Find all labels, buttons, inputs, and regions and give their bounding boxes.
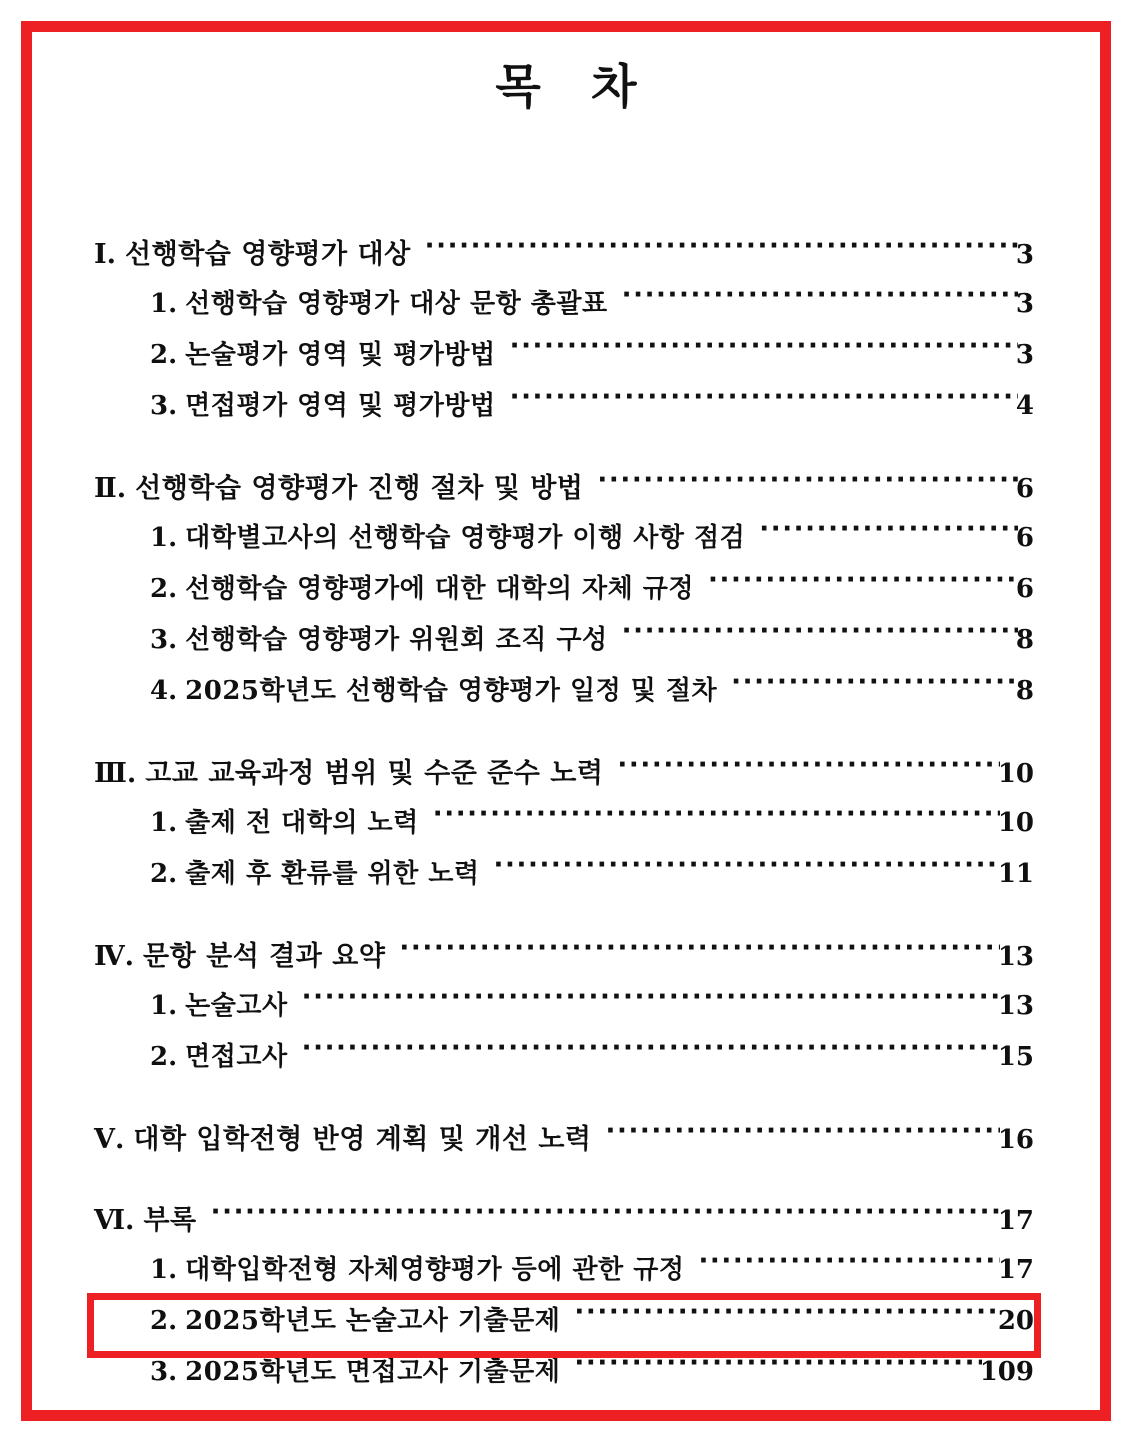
toc-entry-page-number: 20 [997, 1306, 1034, 1336]
toc-entry-label: 대학 입학전형 반영 계획 및 개선 노력 [133, 1124, 592, 1155]
toc-section-row[interactable] [94, 934, 1034, 985]
toc-entry-number: 3. [150, 391, 178, 421]
toc-entry-label: 2025학년도 논술고사 기출문제 [185, 1306, 561, 1336]
toc-dot-leader [597, 471, 1018, 497]
toc-subsection-row[interactable] [94, 802, 1034, 853]
toc-dot-leader [494, 856, 1000, 882]
toc-section-row[interactable] [94, 232, 1034, 283]
toc-entry-number: 1. [150, 991, 178, 1021]
toc-section-group [94, 1198, 1034, 1402]
document-page [32, 32, 1100, 1410]
toc-entry-page-number: 13 [997, 991, 1034, 1021]
toc-entry-label: 대학입학전형 자체영향평가 등에 관한 규정 [185, 1255, 685, 1285]
toc-section-group [94, 751, 1034, 904]
toc-dot-leader [425, 237, 1018, 263]
toc-section-group [94, 1117, 1034, 1168]
toc-entry-number: 2. [150, 859, 178, 889]
toc-subsection-row[interactable] [94, 517, 1034, 568]
toc-entry-number: 2. [150, 1306, 178, 1336]
toc-dot-leader [510, 388, 1018, 414]
toc-entry-page-number: 13 [997, 942, 1034, 972]
toc-entry-label: 논술평가 영역 및 평가방법 [185, 340, 496, 370]
toc-entry-label: 대학별고사의 선행학습 영향평가 이행 사항 점검 [185, 523, 746, 553]
toc-dot-leader [302, 988, 1000, 1014]
toc-entry-label: 선행학습 영향평가 대상 문항 총괄표 [185, 289, 608, 319]
toc-subsection-row[interactable] [94, 385, 1034, 436]
toc-dot-leader [399, 939, 999, 965]
page-title: 목 차 [495, 60, 654, 115]
toc-entry-number: 3. [150, 625, 178, 655]
toc-entry-number: Ⅵ. [94, 1205, 135, 1236]
toc-dot-leader [622, 286, 1018, 312]
toc-subsection-row[interactable] [94, 853, 1034, 904]
toc-entry-number: 3. [150, 1357, 178, 1387]
toc-dot-leader [574, 1303, 999, 1329]
toc-dot-leader [698, 1252, 999, 1278]
toc-entry-label: 면접평가 영역 및 평가방법 [185, 391, 496, 421]
toc-subsection-row[interactable] [94, 1036, 1034, 1087]
toc-entry-page-number: 17 [997, 1255, 1034, 1285]
toc-dot-leader [574, 1354, 981, 1380]
toc-dot-leader [211, 1203, 1000, 1229]
toc-subsection-row[interactable] [94, 1249, 1034, 1300]
toc-entry-page-number: 4 [1015, 391, 1034, 421]
toc-entry-label: 출제 전 대학의 노력 [185, 808, 419, 838]
toc-entry-page-number: 8 [1015, 625, 1034, 655]
toc-entry-label: 2025학년도 선행학습 영향평가 일정 및 절차 [185, 676, 718, 706]
toc-entry-page-number: 3 [1015, 240, 1034, 270]
toc-dot-leader [617, 756, 999, 782]
toc-entry-number: Ⅳ. [94, 941, 135, 972]
toc-entry-page-number: 3 [1015, 289, 1034, 319]
toc-section-row[interactable] [94, 751, 1034, 802]
red-annotation-frame [21, 21, 1111, 1421]
toc-entry-page-number: 6 [1015, 523, 1034, 553]
toc-entry-label: 2025학년도 면접고사 기출문제 [185, 1357, 561, 1387]
toc-entry-label: 부록 [143, 1205, 197, 1236]
toc-entry-number: 1. [150, 1255, 178, 1285]
toc-entry-number: 2. [150, 574, 178, 604]
toc-entry-number: 2. [150, 340, 178, 370]
toc-subsection-row[interactable] [94, 568, 1034, 619]
toc-section-group [94, 232, 1034, 436]
toc-subsection-row[interactable] [94, 1300, 1034, 1351]
toc-entry-label: 선행학습 영향평가 대상 [125, 239, 411, 270]
toc-section-group [94, 934, 1034, 1087]
toc-subsection-row[interactable] [94, 670, 1034, 721]
toc-entry-number: Ⅰ. [94, 239, 117, 270]
toc-subsection-row[interactable] [94, 334, 1034, 385]
toc-entry-number: Ⅱ. [94, 473, 127, 504]
toc-entry-page-number: 17 [997, 1206, 1034, 1236]
toc-subsection-row[interactable] [94, 985, 1034, 1036]
toc-entry-page-number: 10 [997, 759, 1034, 789]
toc-dot-leader [302, 1039, 1000, 1065]
toc-dot-leader [731, 673, 1018, 699]
toc-section-row[interactable] [94, 466, 1034, 517]
toc-entry-page-number: 6 [1015, 474, 1034, 504]
toc-entry-label: 논술고사 [185, 991, 288, 1021]
toc-entry-label: 선행학습 영향평가 위원회 조직 구성 [185, 625, 608, 655]
toc-entry-page-number: 10 [997, 808, 1034, 838]
toc-entry-label: 선행학습 영향평가에 대한 대학의 자체 규정 [185, 574, 695, 604]
toc-dot-leader [510, 337, 1018, 363]
toc-section-group [94, 466, 1034, 721]
toc-dot-leader [759, 520, 1018, 546]
toc-entry-label: 문항 분석 결과 요약 [143, 941, 386, 972]
toc-dot-leader [606, 1122, 1000, 1148]
toc-entry-label: 고교 교육과정 범위 및 수준 준수 노력 [145, 758, 604, 789]
toc-section-row[interactable] [94, 1117, 1034, 1168]
toc-subsection-row[interactable] [94, 283, 1034, 334]
toc-entry-number: Ⅲ. [94, 758, 137, 789]
toc-subsection-row[interactable] [94, 619, 1034, 670]
toc-section-row[interactable] [94, 1198, 1034, 1249]
toc-entry-number: 1. [150, 523, 178, 553]
toc-entry-label: 면접고사 [185, 1042, 288, 1072]
toc-subsection-row[interactable] [94, 1351, 1034, 1402]
toc-entry-page-number: 109 [979, 1357, 1034, 1387]
toc-dot-leader [622, 622, 1018, 648]
toc-entry-page-number: 3 [1015, 340, 1034, 370]
toc-entry-number: 1. [150, 289, 178, 319]
toc-entry-number: 2. [150, 1042, 178, 1072]
toc-entry-number: 4. [150, 676, 178, 706]
toc-entry-label: 출제 후 환류를 위한 노력 [185, 859, 480, 889]
toc-dot-leader [708, 571, 1018, 597]
toc-entry-number: 1. [150, 808, 178, 838]
toc-entry-label: 선행학습 영향평가 진행 절차 및 방법 [135, 473, 584, 504]
toc-entry-page-number: 16 [997, 1125, 1034, 1155]
table-of-contents [94, 232, 1034, 1410]
toc-entry-page-number: 11 [997, 859, 1034, 889]
toc-dot-leader [433, 805, 1000, 831]
toc-entry-page-number: 15 [997, 1042, 1034, 1072]
toc-entry-page-number: 8 [1015, 676, 1034, 706]
toc-entry-page-number: 6 [1015, 574, 1034, 604]
toc-entry-number: Ⅴ. [94, 1124, 125, 1155]
